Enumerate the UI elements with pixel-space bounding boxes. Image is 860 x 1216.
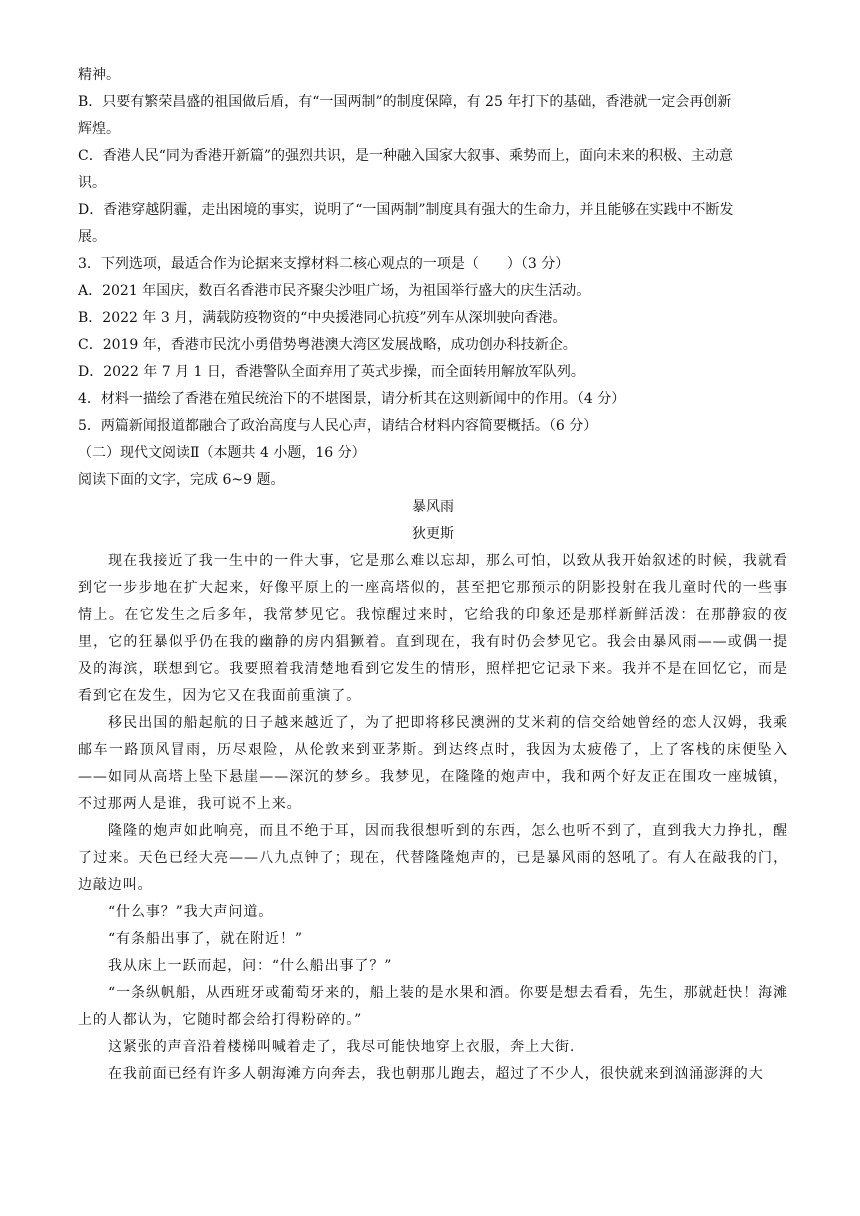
story-paragraph: “什么事？”我大声问道。 bbox=[108, 904, 274, 920]
text-line: 精神。 bbox=[78, 67, 120, 83]
option-b-line: B．2022 年 3 月，满载防疫物资的“中央援港同心抗疫”列车从深圳驶向香港。 bbox=[78, 310, 567, 326]
story-body bbox=[78, 548, 788, 1088]
question-5: 5．两篇新闻报道都融合了政治高度与人民心声，请结合材料内容简要概括。（6 分） bbox=[78, 418, 598, 434]
option-c-line: C．2019 年，香港市民沈小勇借势粤港澳大湾区发展战略，成功创办科技新企。 bbox=[78, 337, 577, 353]
story-paragraph: 这紧张的声音沿着楼梯叫喊着走了，我尽可能快地穿上衣服，奔上大街. bbox=[108, 1039, 576, 1055]
document-page bbox=[78, 62, 788, 1088]
text-line: 展。 bbox=[78, 229, 106, 245]
story-paragraph: 在我前面已经有许多人朝海滩方向奔去，我也朝那儿跑去，超过了不少人，很快就来到汹涌澎湃的大 bbox=[108, 1066, 764, 1082]
text-line: 识。 bbox=[78, 175, 106, 191]
option-a-line: A．2021 年国庆，数百名香港市民齐聚尖沙咀广场，为祖国举行盛大的庆生活动。 bbox=[78, 283, 591, 299]
question-block bbox=[78, 62, 788, 494]
section-heading: （二）现代文阅读Ⅱ（本题共 4 小题，16 分） bbox=[78, 445, 366, 461]
reading-instruction: 阅读下面的文字，完成 6~9 题。 bbox=[78, 472, 285, 488]
story-paragraph: 隆隆的炮声如此响亮，而且不绝于耳，因而我很想听到的东西，怎么也听不到了，直到我大力挣扎，醒了过来。天色已经大亮——八九点钟了；现在，代替隆隆炮声的，已是暴风雨的怒吼了。有人在敲我的门，边敲边叫。 bbox=[78, 823, 788, 893]
option-c-line: C．香港人民“同为香港开新篇”的强烈共识，是一种融入国家大叙事、乘势而上，面向未来的积极、主动意 bbox=[78, 148, 734, 164]
question-4: 4．材料一描绘了香港在殖民统治下的不堪图景，请分析其在这则新闻中的作用。（4 分） bbox=[78, 391, 626, 407]
option-d-line: D．2022 年 7 月 1 日，香港警队全面弃用了英式步操，而全面转用解放军队列。 bbox=[78, 364, 585, 380]
option-d-line: D．香港穿越阴霾，走出困境的事实，说明了“一国两制”制度具有强大的生命力，并且能够在实践中不断发 bbox=[78, 202, 734, 218]
question-3: 3．下列选项，最适合作为论据来支撑材料二核心观点的一项是（ ）（3 分） bbox=[78, 256, 570, 272]
story-paragraph: “有条船出事了，就在附近！” bbox=[108, 931, 303, 947]
story-title: 暴风雨 bbox=[412, 499, 454, 515]
story-paragraph: 移民出国的船起航的日子越来越近了，为了把即将移民澳洲的艾米莉的信交给她曾经的恋人汉姆，我乘邮车一路顶风冒雨，历尽艰险，从伦敦来到亚茅斯。到达终点时，我因为太疲倦了，上了客栈的床便坠入——如同从高塔上坠下悬崖——深沉的梦乡。我梦见，在隆隆的炮声中，我和两个好友正在围攻一座城镇，不过那两人是谁，我可说不上来。 bbox=[78, 715, 788, 812]
text-line: 辉煌。 bbox=[78, 121, 120, 137]
story-paragraph: “一条纵帆船，从西班牙或葡萄牙来的，船上装的是水果和酒。你要是想去看看，先生，那就赶快！海滩上的人都认为，它随时都会给打得粉碎的。” bbox=[78, 985, 788, 1028]
story-paragraph: 现在我接近了我一生中的一件大事，它是那么难以忘却，那么可怕，以致从我开始叙述的时候，我就看到它一步步地在扩大起来，好像平原上的一座高塔似的，甚至把它那预示的阴影投射在我儿童时代的一些事情上。在它发生之后多年，我常梦见它。我惊醒过来时，它给我的印象还是那样新鲜活泼：在那静寂的夜里，它的狂暴似乎仍在我的幽静的房内猖獗着。直到现在，我有时仍会梦见它。我会由暴风雨——或偶一提及的海滨，联想到它。我要照着我清楚地看到它发生的情形，照样把它记录下来。我并不是在回忆它，而是看到它在发生，因为它又在我面前重演了。 bbox=[78, 553, 788, 704]
option-b-line: B．只要有繁荣昌盛的祖国做后盾，有“一国两制”的制度保障，有 25 年打下的基础，香港就一定会再创新 bbox=[78, 94, 732, 110]
story-paragraph: 我从床上一跃而起，问：“什么船出事了？” bbox=[108, 958, 393, 974]
story-author: 狄更斯 bbox=[412, 526, 454, 542]
